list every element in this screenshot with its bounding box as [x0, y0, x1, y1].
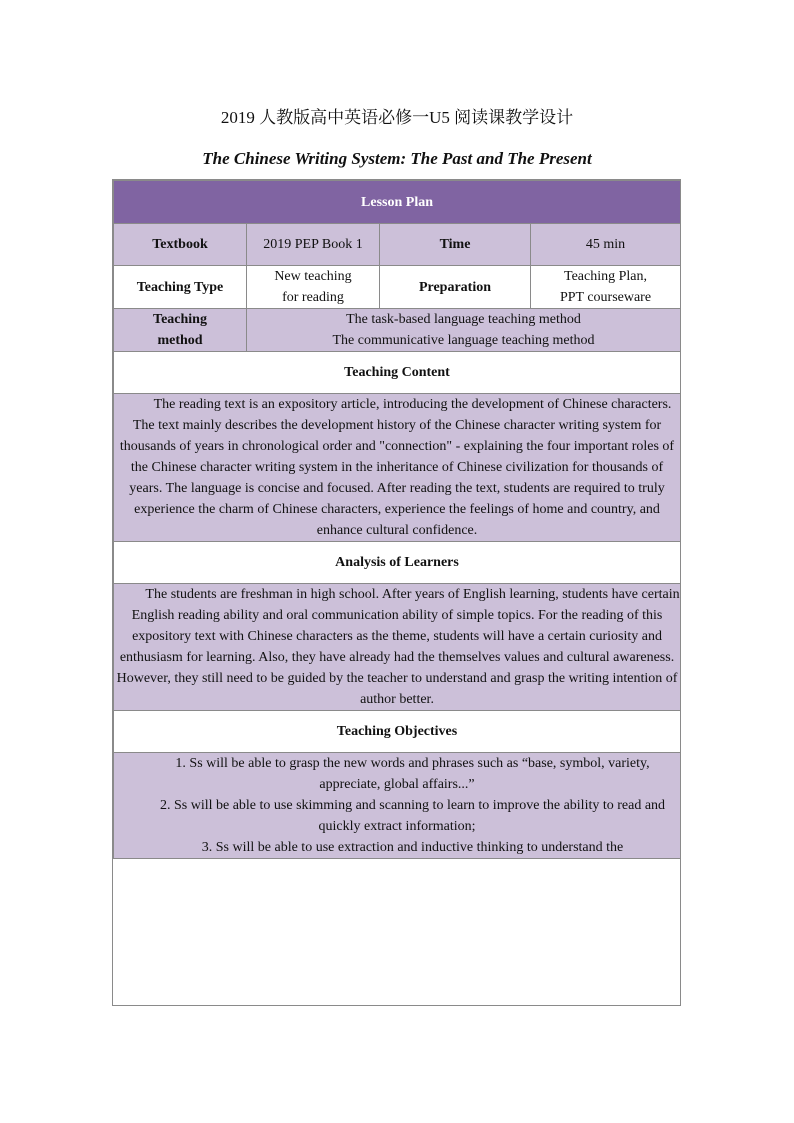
time-value: 45 min [531, 224, 681, 266]
teaching-type-value [247, 266, 380, 309]
preparation-label: Preparation [380, 266, 531, 309]
analysis-of-learners-body [114, 584, 681, 711]
time-label: Time [380, 224, 531, 266]
preparation-line1: Teaching Plan, [564, 269, 648, 284]
teaching-method-line1: The task-based language teaching method [346, 312, 581, 327]
analysis-of-learners-title: Analysis of Learners [114, 542, 681, 584]
teaching-objectives-body [114, 753, 681, 859]
teaching-method-label-line2: method [157, 333, 203, 348]
textbook-label: Textbook [114, 224, 247, 266]
lesson-plan-header: Lesson Plan [114, 181, 681, 224]
document-subtitle: The Chinese Writing System: The Past and The Present [202, 149, 592, 168]
preparation-line2: PPT courseware [559, 290, 652, 305]
teaching-content-title: Teaching Content [114, 352, 681, 394]
objective-item: 1. Ss will be able to grasp the new words and phrases such as “base, symbol, variety, appreciate, global affairs...” [175, 756, 650, 792]
teaching-method-value [247, 309, 681, 352]
document-title: 2019 人教版高中英语必修一U5 阅读课教学设计 [220, 108, 574, 127]
teaching-method-label [114, 309, 247, 352]
textbook-value: 2019 PEP Book 1 [247, 224, 380, 266]
analysis-of-learners-text: The students are freshman in high school. After years of English learning, students have certain English reading ability and oral communication ability of simple topics. For the reading of this expository text with Chinese characters as the theme, students will have a certain curiosity and enthusiasm for learning. Also, they have already had the themselves values and cultural awareness. However, they still need to be guided by the teacher to understand and grasp the writing intention of author better. [116, 587, 680, 707]
teaching-objectives-title: Teaching Objectives [114, 711, 681, 753]
preparation-value [531, 266, 681, 309]
teaching-content-text: The reading text is an expository article, introducing the development of Chinese characters. The text mainly describes the development history of the Chinese character writing system for thousands of years in chronological order and "connection" - explaining the four important roles of the Chinese character writing system in the inheritance of Chinese civilization for thousands of years. The language is concise and focused. After reading the text, students are required to truly experience the charm of Chinese characters, experience the feelings of home and country, and enhance cultural confidence. [119, 397, 675, 538]
teaching-method-label-line1: Teaching [153, 312, 207, 327]
teaching-type-label: Teaching Type [114, 266, 247, 309]
lesson-plan-grid [113, 180, 681, 859]
objective-item: 3. Ss will be able to use extraction and inductive thinking to understand the [201, 840, 624, 855]
teaching-method-line2: The communicative language teaching method [332, 333, 595, 348]
objective-item: 2. Ss will be able to use skimming and scanning to learn to improve the ability to read and quickly extract information; [159, 798, 666, 834]
teaching-type-line2: for reading [282, 290, 344, 305]
teaching-content-body [114, 394, 681, 542]
lesson-plan-table [112, 179, 681, 1006]
teaching-type-line1: New teaching [274, 269, 352, 284]
